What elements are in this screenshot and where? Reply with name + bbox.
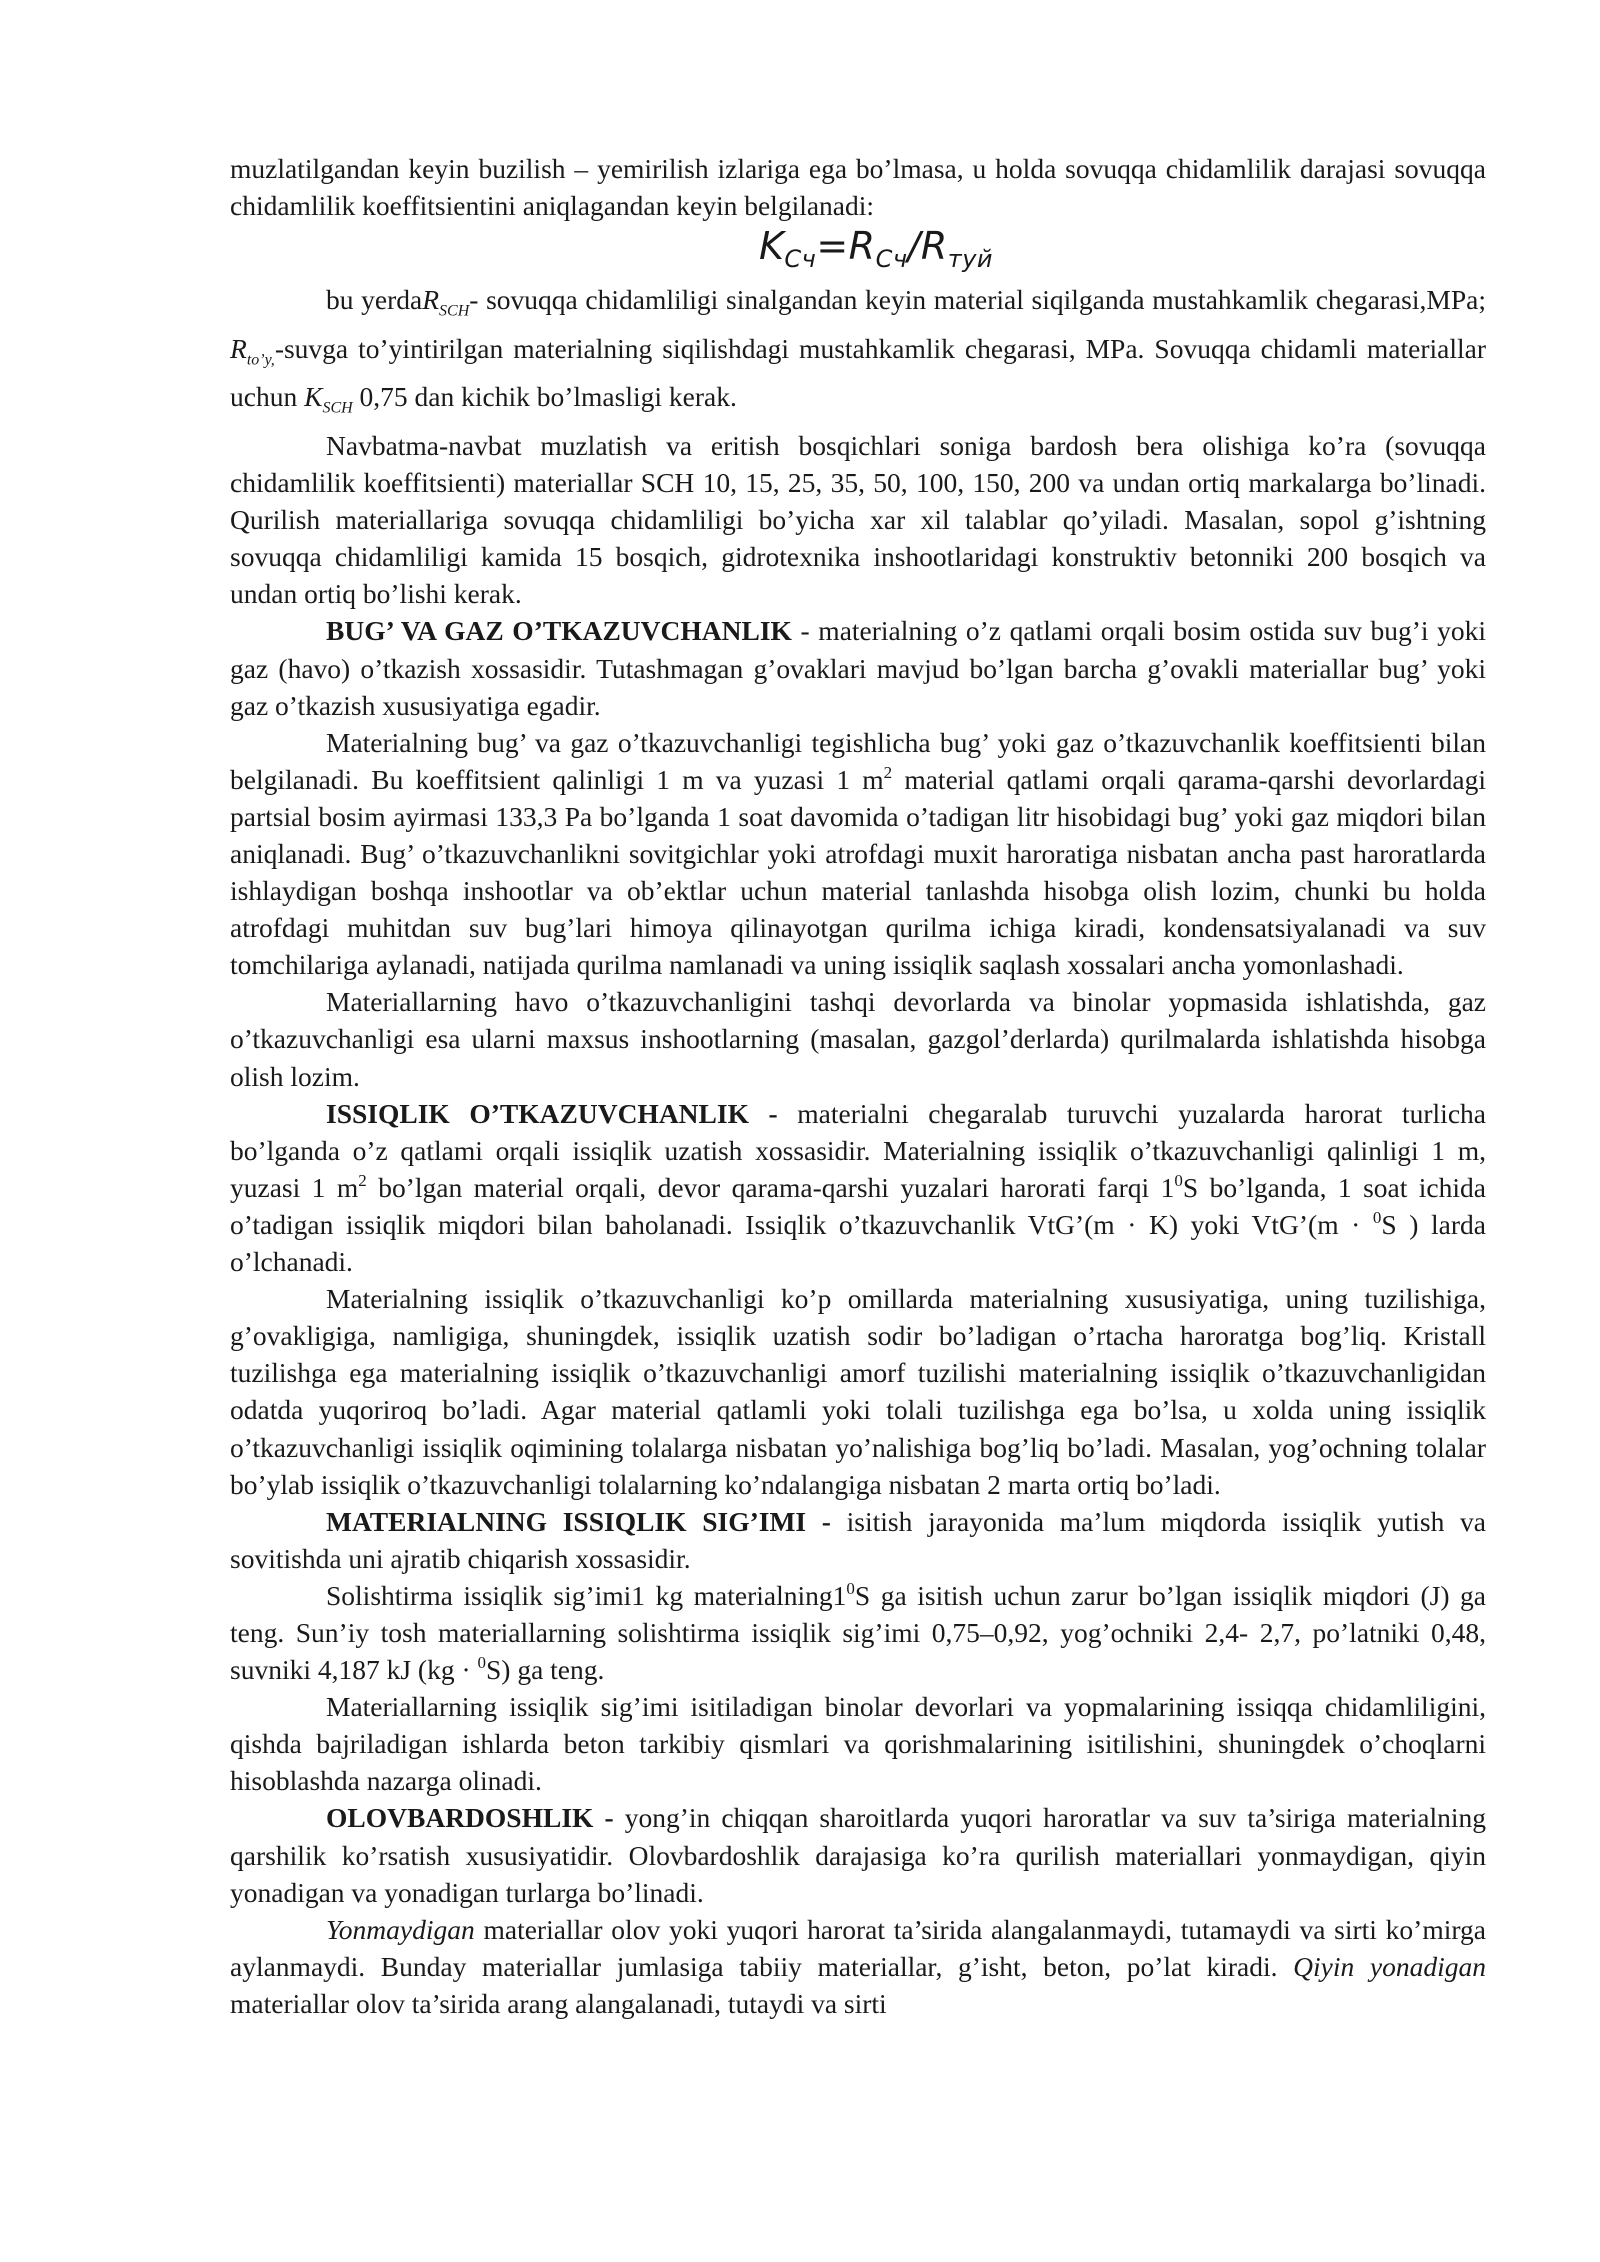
section-heading: OLOVBARDOSHLIK - bbox=[326, 1802, 614, 1834]
paragraph-heat-capacity bbox=[230, 1503, 1486, 1577]
paragraph-non-combustible bbox=[230, 1911, 1486, 2022]
text-run: S bo’lganda, 1 soat ichida o’tadigan issiqlik miqdori bilan baholanadi. Issiqlik o’tkazuvchanlik VtG’(m · K) yoki VtG’(m · bbox=[230, 1171, 1486, 1240]
italic-term: Yonmaydigan bbox=[326, 1913, 475, 1945]
paragraph-vapor-coefficient bbox=[230, 724, 1486, 984]
paragraph-formula-explanation bbox=[230, 281, 1486, 427]
paragraph-air-permeability: Materiallarning havo o’tkazuvchanligini tashqi devorlarda va binolar yopmasida ishlatishda, gaz o’tkazuvchanligi esa ularni maxsus inshootlarning (masalan, gazgol’derlarda) qurilmalarda ishlatishda hisobga olish lozim. bbox=[230, 986, 1486, 1092]
frost-coefficient-formula bbox=[266, 224, 1486, 281]
text-run: materiallar olov yoki yuqori harorat ta’sirida alangalanmaydi, tutamaydi va sirti ko’mirga aylanmaydi. Bunday materiallar jumlasiga tabiiy materiallar, g’isht, beton, po’lat kiradi. bbox=[230, 1913, 1486, 1982]
symbol-r: R bbox=[422, 284, 440, 316]
section-heading: BUG’ VA GAZ O’TKAZUVCHANLIK bbox=[326, 615, 792, 647]
paragraph-conductivity-factors: Materialning issiqlik o’tkazuvchanligi ko’p omillarda materialning xususiyatiga, uning tuzilishiga, g’ovakligiga, namligiga, shuningdek, issiqlik uzatish sodir bo’ladigan o’rtacha haroratga bog’liq. Kristall tuzilishga ega materialning issiqlik o’tkazuvchanligi amorf tuzilishi materialning issiqlik o’tkazuvchanligidan odatda yuqoriroq bo’ladi. Agar material qatlamli yoki tolali tuzilishga ega bo’lsa, u xolda uning issiqlik o’tkazuvchanligi issiqlik oqimining tolalarga nisbatan yo’nalishiga bog’liq bo’ladi. Masalan, yog’ochning tolalar bo’ylab issiqlik o’tkazuvchanligi tolalarning ko’ndalangiga nisbatan 2 marta ortiq bo’ladi. bbox=[230, 1283, 1486, 1500]
text-run: S ga isitish uchun zarur bo’lgan issiqlik miqdori (J) ga teng. Sun’iy tosh materiallarning solishtirma issiqlik sig’imi 0,75–0,92, yog’ochniki 2,4- 2,7, po’latniki 0,48, suvniki 4,187 kJ (kg · bbox=[230, 1579, 1486, 1686]
paragraph-thermal-conductivity bbox=[230, 1095, 1486, 1280]
paragraph-specific-heat bbox=[230, 1577, 1486, 1688]
superscript: 2 bbox=[358, 1170, 367, 1190]
formula-r2: R bbox=[920, 224, 948, 269]
formula-r-sub: Сч bbox=[875, 245, 908, 274]
paragraph-frost-intro: muzlatilgandan keyin buzilish – yemirilish izlariga ega bo’lmasa, u holda sovuqqa chidamlilik darajasi sovuqqa chidamlilik koeffitsientini aniqlagandan keyin belgilanadi: bbox=[230, 153, 1486, 222]
paragraph-heat-capacity-usage: Materiallarning issiqlik sig’imi isitiladigan binolar devorlari va yopmalarining issiqqa chidamliligini, qishda bajriladigan ishlarda beton tarkibiy qismlari va qorishmalarining isitilishini, shuningdek o’choqlarni hisoblashda nazarga olinadi. bbox=[230, 1691, 1486, 1797]
superscript: 0 bbox=[1372, 1207, 1382, 1227]
document-page bbox=[230, 150, 1486, 2022]
text-run: - sovuqqa chidamliligi sinalgandan keyin material siqilganda mustahkamlik chegarasi,MPa; bbox=[469, 284, 1486, 316]
text-run: 0,75 dan kichik bo’lmasligi kerak. bbox=[352, 381, 737, 413]
text-run: - materialning o’z qatlami orqali bosim ostida suv bug’i yoki gaz (havo) o’tkazish xossasidir. Tutashmagan g’ovaklari mavjud bo’lgan barcha g’ovakli materiallar bug’ yoki gaz o’tkazish xususiyatiga egadir. bbox=[230, 615, 1486, 721]
formula-r2-sub: туй bbox=[947, 245, 994, 274]
formula-slash: / bbox=[907, 224, 921, 269]
text-run: isitish jarayonida ma’lum miqdorda issiqlik yutish va sovitishda uni ajratib chiqarish xossasidir. bbox=[230, 1505, 1486, 1574]
formula-k-sub: Сч bbox=[784, 245, 817, 274]
superscript: 0 bbox=[477, 1653, 486, 1673]
superscript: 2 bbox=[883, 762, 893, 782]
text-run: S) ga teng. bbox=[486, 1654, 605, 1686]
paragraph-fire-resistance bbox=[230, 1799, 1486, 1910]
text-run: bu yerda bbox=[326, 284, 423, 316]
text-run: material qatlami orqali qarama-qarshi devorlardagi partsial bosim ayirmasi 133,3 Pa bo’lganda 1 soat davomida o’tadigan litr hisobidagi bug’ yoki gaz miqdori bilan aniqlanadi. Bug’ o’tkazuvchanlikni sovitgichlar yoki atrofdagi muxit haroratiga nisbatan ancha past haroratlarda ishlaydigan boshqa inshootlar va ob’ektlar uchun material tanlashda hisobga olish lozim, chunki bu holda atrofdagi muhitdan suv bug’lari himoya qilinayotgan qurilma ichiga kiradi, kondensatsiyalanadi va suv tomchilariga aylanadi, natijada qurilma namlanadi va uning issiqlik saqlash xossalari ancha yomonlashadi. bbox=[230, 763, 1486, 981]
section-heading: MATERIALNING ISSIQLIK SIG’IMI - bbox=[326, 1505, 831, 1537]
symbol-r2-sub: to’y, bbox=[246, 351, 275, 369]
section-heading: ISSIQLIK O’TKAZUVCHANLIK - bbox=[326, 1097, 778, 1129]
formula-r: R bbox=[848, 224, 876, 269]
text-run: -suvga to’yintirilgan materialning siqilishdagi mustahkamlik chegarasi, MPa. Sovuqqa chidamli materiallar uchun bbox=[230, 332, 1486, 413]
text-run: Solishtirma issiqlik sig’imi1 kg materialning1 bbox=[326, 1579, 847, 1611]
paragraph-vapor-permeability bbox=[230, 612, 1486, 723]
superscript: 0 bbox=[846, 1578, 855, 1598]
text-run: materiallar olov ta’sirida arang alangalanadi, tutaydi va sirti bbox=[230, 1987, 887, 2019]
formula-eq: = bbox=[816, 224, 849, 269]
symbol-k: K bbox=[304, 381, 323, 413]
text-run: materialni chegaralab turuvchi yuzalarda harorat turlicha bo’lganda o’z qatlami orqali issiqlik uzatish xossasidir. Materialning issiqlik o’tkazuvchanligi qalinligi 1 m, yuzasi 1 m bbox=[230, 1097, 1486, 1203]
formula-k: K bbox=[758, 224, 785, 269]
symbol-r2: R bbox=[230, 332, 247, 364]
paragraph-frost-grades: Navbatma-navbat muzlatish va eritish bosqichlari soniga bardosh bera olishiga ko’ra (sovuqqa chidamlilik koeffitsienti) materiallar SCH 10, 15, 25, 35, 50, 100, 150, 200 va undan ortiq markalarga bo’linadi. Qurilish materiallariga sovuqqa chidamliligi bo’yicha xar xil talablar qo’yiladi. Masalan, sopol g’ishtning sovuqqa chidamliligi kamida 15 bosqich, gidrotexnika inshootlaridagi konstruktiv betonniki 200 bosqich va undan ortiq bo’lishi kerak. bbox=[230, 429, 1486, 610]
text-run: yong’in chiqqan sharoitlarda yuqori haroratlar va suv ta’siriga materialning qarshilik ko’rsatish xususiyatidir. Olovbardoshlik darajasiga ko’ra qurilish materiallari yonmaydigan, qiyin yonadigan va yonadigan turlarga bo’linadi. bbox=[230, 1802, 1486, 1908]
symbol-k-sub: SCH bbox=[322, 399, 353, 417]
text-run: S ) larda o’lchanadi. bbox=[230, 1208, 1486, 1278]
italic-term: Qiyin yonadigan bbox=[1293, 1950, 1486, 1982]
text-run: Materialning bug’ va gaz o’tkazuvchanligi tegishlicha bug’ yoki gaz o’tkazuvchanlik koeffitsienti bilan belgilanadi. Bu koeffitsient qalinligi 1 m va yuzasi 1 m bbox=[230, 726, 1486, 795]
symbol-r-sub: SCH bbox=[439, 302, 470, 320]
superscript: 0 bbox=[1174, 1170, 1183, 1190]
text-run: bo’lgan material orqali, devor qarama-qarshi yuzalari harorati farqi 1 bbox=[366, 1171, 1175, 1203]
